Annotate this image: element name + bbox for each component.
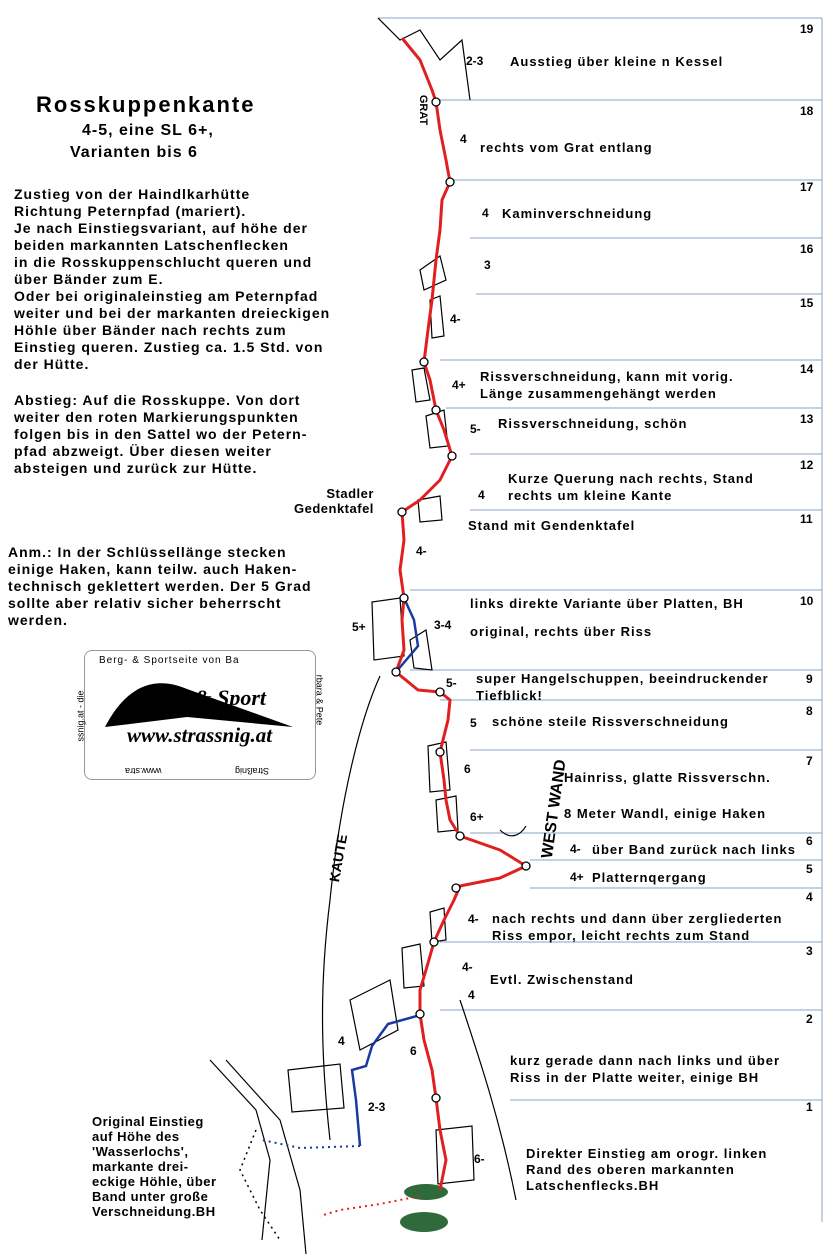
note-text: Anm.: In der Schlüssellänge stecken einige Haken, kann teilw. auch Haken- technisch geklettert werden. Der 5 Grad sollte aber relativ sicher beherrscht werden.: [8, 544, 312, 628]
grade-1-variant: 2-3: [368, 1100, 386, 1114]
pitch-number-15: 15: [800, 296, 814, 310]
pitch-number-9: 9: [806, 672, 813, 686]
grade-9: 5-: [446, 676, 457, 690]
pitch-number-16: 16: [800, 242, 814, 256]
latschen-patch-lower: [400, 1212, 448, 1232]
route-title: Rosskuppenkante: [36, 92, 256, 117]
direct-approach-dotted: [320, 1196, 420, 1216]
grade-15: 4-: [450, 312, 461, 326]
pitch-5-description: Platternqergang: [592, 870, 707, 885]
original-einstieg-label: Original Einstieg auf Höhe des 'Wasserlochs', markante drei- eckige Höhle, über Band unter große Verschneidung.BH: [92, 1114, 217, 1219]
pitch-8-description: schöne steile Rissverschneidung: [492, 714, 729, 729]
pitch-number-17: 17: [800, 180, 814, 194]
logo-left-text: ssnig.at - die: [75, 690, 86, 742]
approach-text: Zustieg von der Haindlkarhütte Richtung Peternpfad (mariert). Je nach Einstiegsvariant, auf höhe der beiden markannten Latschenflecken in die Rosskuppenschlucht queren und über Bänder zum E. Oder bei originaleinstieg am Peternpfad weiter und bei der markanten dreieckigen Höhle über Bänder nach rechts zum Einstieg queren. Zustieg ca. 1.5 Std. von der Hütte.: [14, 186, 331, 372]
grade-1: 6-: [474, 1152, 485, 1166]
pitch-number-7: 7: [806, 754, 813, 768]
grade-10: 3-4: [434, 618, 452, 632]
grade-8: 5: [470, 716, 477, 730]
grade-12: 4: [478, 488, 485, 502]
grade-7b: 6+: [470, 810, 484, 824]
pitch-10-variant-description: links direkte Variante über Platten, BH: [470, 596, 744, 611]
westwand-label: WEST WAND: [538, 758, 570, 860]
route-variants-grade: Varianten bis 6: [70, 144, 198, 161]
pitch-number-10: 10: [800, 594, 814, 608]
pitch-3-description: Evtl. Zwischenstand: [490, 972, 634, 987]
grade-3a: 4-: [462, 960, 473, 974]
pitch-number-3: 3: [806, 944, 813, 958]
grade-7: 6: [464, 762, 471, 776]
pitch-number-18: 18: [800, 104, 814, 118]
pitch-number-8: 8: [806, 704, 813, 718]
pitch-2-description: kurz gerade dann nach links und über Riss in der Platte weiter, einige BH: [510, 1053, 781, 1085]
logo-bottom-text: www.stra: [125, 766, 162, 776]
pitch-14-description: Rissverschneidung, kann mit vorig. Länge zusammengehängt werden: [480, 369, 734, 401]
descent-text: Abstieg: Auf die Rosskuppe. Von dort weiter den roten Markierungspunkten folgen bis in den Sattel wo der Petern- pfad abzweigt. Über diesen weiter absteigen und zurück zur Hütte.: [14, 392, 308, 476]
grade-4: 4-: [468, 912, 479, 926]
trail-dotted: [240, 1130, 280, 1240]
logo-bottom-right-text: Straßnig: [235, 766, 270, 776]
pitch-number-1: 1: [806, 1100, 813, 1114]
logo-url: www.strassnig.at: [127, 723, 273, 747]
pitch-number-14: 14: [800, 362, 814, 376]
grade-16: 3: [484, 258, 491, 272]
berg-sport-logo[interactable]: [75, 650, 325, 780]
original-approach-dotted: [262, 1140, 360, 1148]
pitch-11-description: Stand mit Gendenktafel: [468, 518, 636, 533]
grade-2: 6: [410, 1044, 417, 1058]
grade-2-variant: 4: [338, 1034, 345, 1048]
kaute-label: KAUTE: [326, 832, 351, 884]
stadler-label: Stadler Gedenktafel: [294, 486, 374, 516]
grade-13: 5-: [470, 422, 481, 436]
pitch-12-description: Kurze Querung nach rechts, Stand rechts um kleine Kante: [508, 471, 754, 503]
pitch-10-original-description: original, rechts über Riss: [470, 624, 653, 639]
grade-19: 2-3: [466, 54, 484, 68]
pitch-6-description: über Band zurück nach links: [592, 842, 796, 857]
pitch-18-description: rechts vom Grat entlang: [480, 140, 653, 155]
pitch-number-19: 19: [800, 22, 814, 36]
pitch-1-description: Direkter Einstieg am orogr. linken Rand des oberen markannten Latschenflecks.BH: [526, 1146, 768, 1193]
grade-5: 4+: [570, 870, 584, 884]
route-grade-summary: 4-5, eine SL 6+,: [82, 122, 214, 139]
pitch-number-2: 2: [806, 1012, 813, 1026]
pitch-number-5: 5: [806, 862, 813, 876]
grade-11: 4-: [416, 544, 427, 558]
logo-brand: Berg & Sport: [145, 685, 267, 710]
pitch-17-description: Kaminverschneidung: [502, 206, 653, 221]
pitch-number-11: 11: [800, 512, 813, 526]
pitch-number-12: 12: [800, 458, 814, 472]
pitch-13-description: Rissverschneidung, schön: [498, 416, 688, 431]
pitch-number-6: 6: [806, 834, 813, 848]
variant-route-lower: [352, 1014, 424, 1146]
logo-top-text: Berg- & Sportseite von Ba: [99, 655, 240, 666]
grade-3b: 4: [468, 988, 475, 1002]
grade-14: 4+: [452, 378, 466, 392]
logo-right-text: rbara & Pete: [314, 674, 325, 726]
pitch-19-description: Ausstieg über kleine n Kessel: [510, 54, 724, 69]
grade-18: 4: [460, 132, 467, 146]
pitch-4-description: nach rechts und dann über zergliederten Riss empor, leicht rechts zum Stand: [492, 911, 783, 943]
grat-label: GRAT: [417, 94, 430, 126]
pitch-7-description: Hainriss, glatte Rissverschn.: [564, 770, 771, 785]
grade-17: 4: [482, 206, 489, 220]
pitch-number-4: 4: [806, 890, 813, 904]
grade-6: 4-: [570, 842, 581, 856]
pitch-9-description: super Hangelschuppen, beeindruckender Tiefblick!: [476, 671, 769, 703]
pitch-7-wandl-description: 8 Meter Wandl, einige Haken: [564, 806, 767, 821]
pitch-number-13: 13: [800, 412, 814, 426]
grade-10-variant: 5+: [352, 620, 366, 634]
